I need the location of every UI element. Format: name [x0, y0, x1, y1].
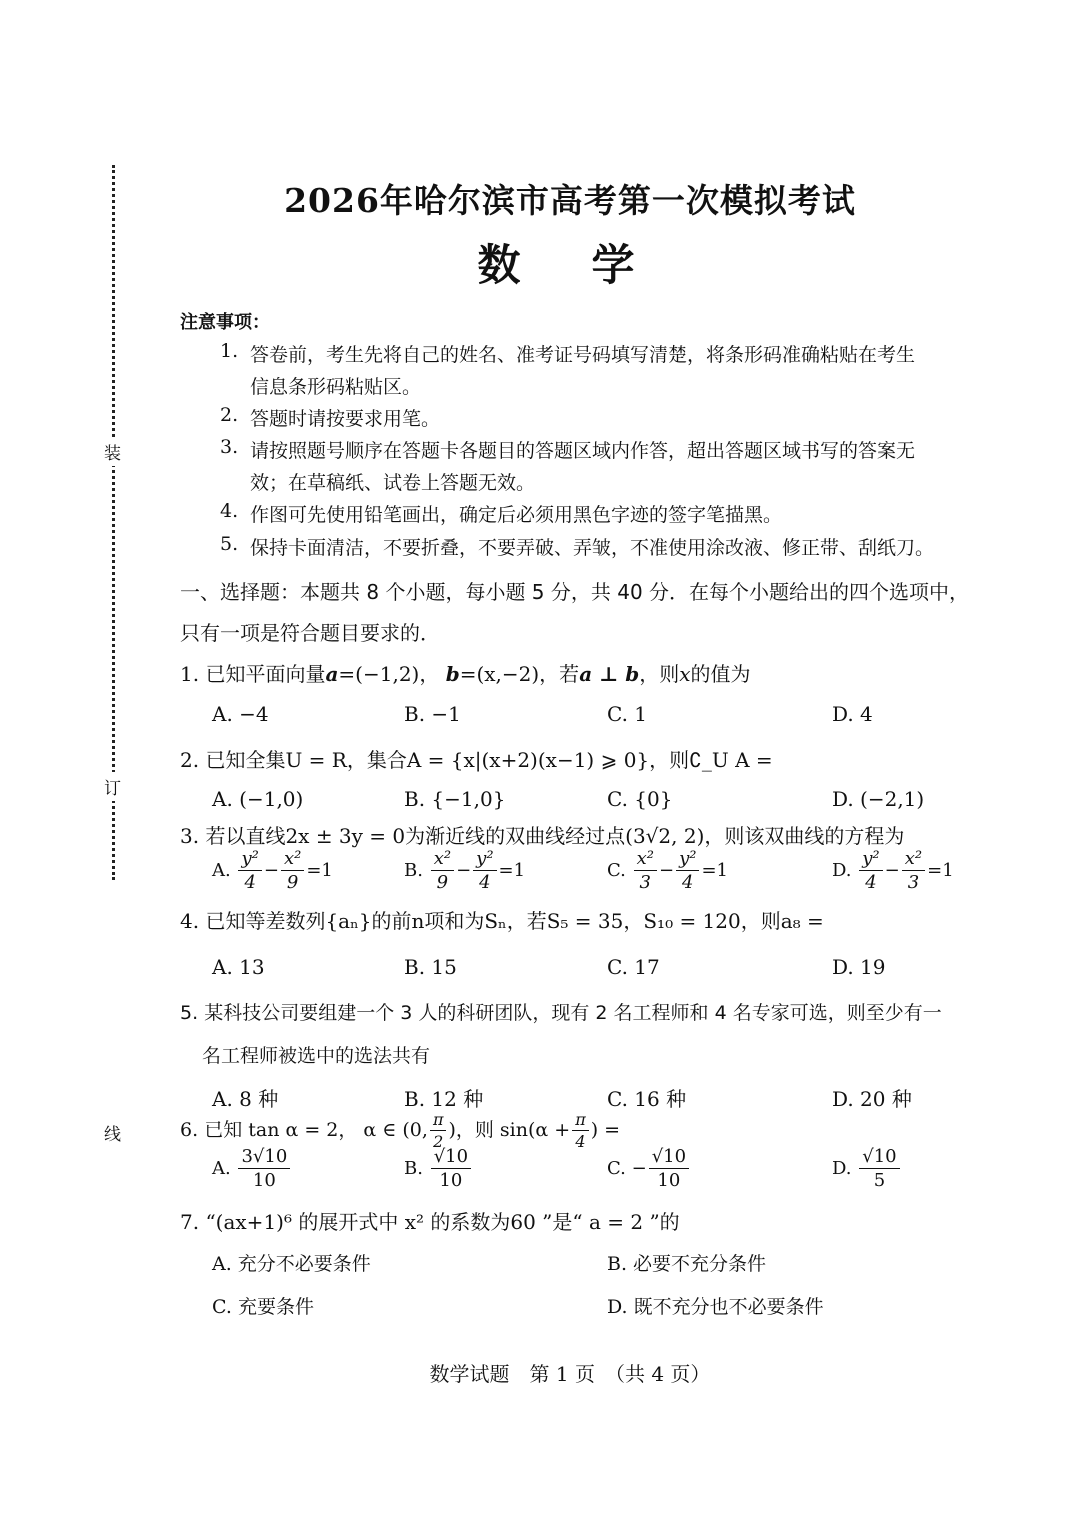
fraction-numerator: π [572, 1112, 589, 1131]
fraction-numerator: √10 [649, 1148, 689, 1169]
option-a: A. $\frac{\text{y²}}{4}$ − $\frac{\text{x²}}{9}$ =1 [212, 848, 333, 893]
option-d: D. 既不充分也不必要条件 [607, 1296, 824, 1318]
option-b: B. 15 [404, 955, 457, 979]
option-b: B. 必要不充分条件 [607, 1253, 767, 1275]
question-stem: =(x,−2)，若 [459, 662, 580, 686]
option-a: A. (−1,0) [212, 787, 304, 811]
page-footer: 数学试题 第 1 页 （共 4 页） [429, 1362, 711, 1386]
option-c [607, 1148, 691, 1190]
fraction-numerator: π [430, 1112, 447, 1131]
option-label: C. [607, 1158, 626, 1179]
option-label: D. [832, 1158, 852, 1179]
question-stem: 已知 tan α = 2， α ∈ (0, [204, 1119, 428, 1141]
question-number: 7. [180, 1210, 200, 1234]
question-number: 3. [180, 824, 200, 848]
option-c: C. $\frac{\text{x²}}{3}$ − $\frac{\text{y²}}{4}$ =1 [607, 848, 728, 893]
fraction-numerator: x² [281, 850, 304, 871]
fraction-denominator: 5 [873, 1170, 886, 1191]
question-stem: 已知全集U = R，集合A = {x|(x+2)(x−1) ⩾ 0}，则∁_U A = [205, 748, 773, 772]
fraction-denominator: 9 [286, 872, 299, 893]
option-a [212, 1148, 292, 1190]
equation-rhs: =1 [498, 860, 526, 881]
fraction-numerator: x² [902, 850, 925, 871]
option-c: C. 1 [607, 702, 648, 726]
sign: − [631, 1158, 647, 1179]
notice-item-text: 效；在草稿纸、试卷上答题无效。 [250, 472, 536, 494]
equation-rhs: =1 [306, 860, 333, 881]
fraction-denominator: 4 [682, 872, 694, 893]
option-label: B. [404, 1158, 423, 1179]
fraction-denominator: 4 [865, 872, 877, 893]
option-c: C. 充要条件 [212, 1296, 314, 1318]
question-stem: 若以直线2x ± 3y = 0为渐近线的双曲线经过点(3√2, 2)，则该双曲线的方程为 [205, 824, 905, 848]
fraction-denominator: 4 [244, 872, 256, 893]
fraction-numerator: √10 [431, 1148, 471, 1169]
option-label: D. [832, 860, 852, 881]
variable-x: x [679, 662, 691, 686]
fraction-numerator: x² [431, 850, 454, 871]
question-stem: 已知平面向量 [205, 662, 326, 686]
binding-char: 装 [104, 437, 121, 466]
option-d: D. 4 [832, 702, 873, 726]
notice-item-number: 3. [220, 436, 239, 458]
option-label: A. [212, 860, 231, 881]
question-stem: “(ax+1)⁶ 的展开式中 x² 的系数为60 ”是“ a = 2 ”的 [205, 1210, 680, 1234]
fraction-denominator: 4 [575, 1132, 586, 1151]
option-c: C. 17 [607, 955, 660, 979]
option-label: A. [212, 1158, 231, 1179]
exam-subject: 数 学 [477, 241, 663, 291]
option-label: B. [404, 860, 423, 881]
question-stem: 的值为 [690, 662, 751, 686]
option-b: B. 12 种 [404, 1087, 484, 1111]
option-d: D. 19 [832, 955, 886, 979]
notice-item-text: 保持卡面清洁，不要折叠，不要弄破、弄皱，不准使用涂改液、修正带、刮纸刀。 [250, 537, 935, 559]
question-stem: 某科技公司要组建一个 3 人的科研团队，现有 2 名工程师和 4 名专家可选，则至少有一 [204, 1002, 942, 1024]
notice-item-number: 4. [220, 500, 239, 522]
fraction-denominator: 10 [657, 1170, 681, 1191]
section-heading: 只有一项是符合题目要求的． [180, 621, 440, 645]
fraction-numerator: 3√10 [238, 1148, 290, 1169]
fraction-denominator: 4 [479, 872, 491, 893]
question-stem: =(−1,2)， [338, 662, 440, 686]
fraction-numerator: y² [238, 850, 261, 871]
fraction-denominator: 2 [433, 1132, 444, 1151]
question-number: 6. [180, 1119, 199, 1141]
notice-item-number: 5. [220, 533, 239, 555]
question-4 [180, 905, 824, 934]
vector-b: b [445, 662, 460, 686]
perp-relation: a ⊥ b [579, 662, 640, 686]
option-a: A. 13 [212, 955, 265, 979]
question-stem: ，则 [639, 662, 680, 686]
option-b: B. {−1,0} [404, 787, 506, 811]
fraction-denominator: 9 [436, 872, 449, 893]
fraction-denominator: 3 [639, 872, 651, 893]
question-5 [180, 998, 942, 1025]
question-7 [180, 1206, 680, 1235]
exam-title: 2026年哈尔滨市高考第一次模拟考试 [284, 181, 856, 220]
question-stem: ) = [590, 1119, 621, 1141]
question-stem: 名工程师被选中的选法共有 [202, 1045, 431, 1067]
fraction-denominator: 3 [907, 872, 920, 893]
question-1 [180, 658, 751, 687]
binding-char: 订 [104, 772, 121, 801]
fraction-numerator: y² [676, 850, 699, 871]
option-b: B. $\frac{\text{x²}}{9}$ − $\frac{\text{y²}}{4}$ =1 [404, 848, 526, 893]
option-b: B. −1 [404, 702, 461, 726]
option-d: D. (−2,1) [832, 787, 925, 811]
fraction-numerator: x² [634, 850, 657, 871]
fraction-numerator: y² [473, 850, 496, 871]
option-a: A. 8 种 [212, 1087, 279, 1111]
fraction-denominator: 10 [252, 1170, 276, 1191]
question-3 [180, 820, 904, 849]
question-stem: )，则 sin(α + [448, 1119, 571, 1141]
notice-item-text: 信息条形码粘贴区。 [250, 376, 422, 398]
fraction-numerator: y² [859, 850, 882, 871]
option-c: C. {0} [607, 787, 673, 811]
question-number: 4. [180, 909, 200, 933]
vector-a: a [325, 662, 339, 686]
notice-item-text: 答题时请按要求用笔。 [250, 408, 441, 430]
equation-rhs: =1 [927, 860, 954, 881]
fraction-numerator: √10 [859, 1148, 899, 1169]
question-number: 1. [180, 662, 200, 686]
option-d: D. 20 种 [832, 1087, 912, 1111]
option-b [404, 1148, 473, 1190]
section-heading: 一、选择题：本题共 8 个小题，每小题 5 分，共 40 分．在每个小题给出的四个选项中， [180, 580, 970, 604]
notice-item-text: 作图可先使用铅笔画出，确定后必须用黑色字迹的签字笔描黑。 [250, 504, 783, 526]
option-c: C. 16 种 [607, 1087, 687, 1111]
fraction-denominator: 10 [439, 1170, 463, 1191]
option-a: A. 充分不必要条件 [212, 1253, 371, 1275]
notice-item-number: 2. [220, 404, 239, 426]
notice-item-text: 答卷前，考生先将自己的姓名、准考证号码填写清楚，将条形码准确粘贴在考生 [250, 344, 916, 366]
question-6 [180, 1112, 620, 1150]
binding-char: 线 [104, 1118, 121, 1147]
question-stem: 已知等差数列{aₙ}的前n项和为Sₙ，若S₅ = 35，S₁₀ = 120，则a₈ = [205, 909, 824, 933]
option-d [832, 1148, 902, 1190]
option-label: C. [607, 860, 626, 881]
question-number: 5. [180, 1002, 199, 1024]
question-2 [180, 744, 773, 773]
notice-item-text: 请按照题号顺序在答题卡各题目的答题区域内作答，超出答题区域书写的答案无 [250, 440, 916, 462]
notice-item-number: 1. [220, 340, 239, 362]
option-a: A. −4 [212, 702, 269, 726]
option-d: D. $\frac{\text{y²}}{4}$ − $\frac{\text{x²}}{3}$ =1 [832, 848, 954, 893]
question-number: 2. [180, 748, 200, 772]
notice-heading: 注意事项： [180, 312, 270, 333]
equation-rhs: =1 [701, 860, 728, 881]
